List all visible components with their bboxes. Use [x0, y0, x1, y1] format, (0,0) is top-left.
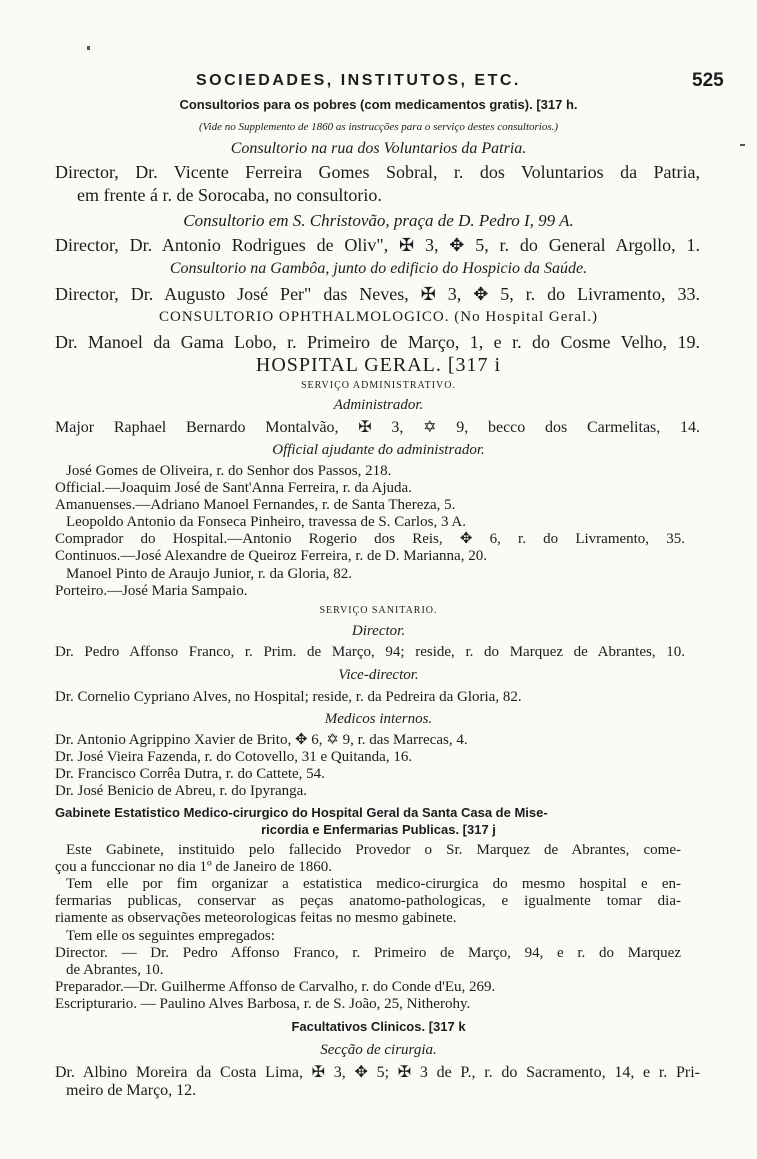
page-number: 525: [692, 70, 724, 91]
text-line: Dr. Cornelio Cypriano Alves, no Hospital; reside, r. da Pedreira da Gloria, 82.: [55, 689, 522, 705]
subheading: SERVIÇO ADMINISTRATIVO.: [301, 380, 456, 391]
text-line: Continuos.—José Alexandre de Queiroz Ferreira, r. de D. Marianna, 20.: [55, 548, 487, 564]
text-line: Official.—Joaquim José de Sant'Anna Ferreira, r. da Ajuda.: [55, 480, 412, 496]
text-line: Dr. José Vieira Fazenda, r. do Cotovello, 31 e Quitanda, 16.: [55, 749, 413, 765]
text-line: Dr. Manoel da Gama Lobo, r. Primeiro de Março, 1, e r. do Cosme Velho, 19.: [55, 332, 700, 352]
section-heading-gabinete: Gabinete Estatistico Medico-cirurgico do Hospital Geral da Santa Casa de Mise-: [55, 805, 548, 820]
text-line: Director, Dr. Vicente Ferreira Gomes Sobral, r. dos Voluntarios da Patria,: [55, 162, 700, 182]
subheading: CONSULTORIO OPHTHALMOLOGICO. (No Hospital Geral.): [159, 309, 598, 325]
subheading: Secção de cirurgia.: [320, 1042, 437, 1058]
text-line: Dr. Antonio Agrippino Xavier de Brito, ✥ 6, ✡ 9, r. das Marrecas, 4.: [55, 732, 468, 748]
text-line: riamente as observações meteorologicas feitas no mesmo gabinete.: [55, 910, 457, 926]
text-line: Tem elle por fim organizar a estatistica medico-cirurgica do mesmo hospital e en-: [66, 876, 681, 892]
text-line: Director, Dr. Augusto José Per" das Neves, ✠ 3, ✥ 5, r. do Livramento, 33.: [55, 284, 700, 304]
text-line: Amanuenses.—Adriano Manoel Fernandes, r. de Santa Thereza, 5.: [55, 497, 456, 513]
text-line: Dr. Pedro Affonso Franco, r. Prim. de Março, 94; reside, r. do Marquez de Abrantes, 10.: [55, 644, 685, 660]
note-line: (Vide no Supplemento de 1860 as instrucções para o serviço destes consultorios.): [198, 121, 559, 133]
section-heading-consultorios: Consultorios para os pobres (com medicamentos gratis). [317 h.: [179, 97, 578, 112]
subheading: Administrador.: [333, 397, 424, 413]
section-heading-gabinete-cont: ricordia e Enfermarias Publicas. [317 j: [261, 822, 496, 837]
section-heading-hospital: HOSPITAL GERAL. [317 i: [255, 354, 502, 376]
text-line: Comprador do Hospital.—Antonio Rogerio dos Reis, ✥ 6, r. do Livramento, 35.: [55, 531, 685, 547]
text-line: fermarias publicas, conservar as peças anatomo-pathologicas, e igualmente tomar dia-: [55, 893, 681, 909]
text-line: José Gomes de Oliveira, r. do Senhor dos Passos, 218.: [66, 463, 392, 479]
text-line: Manoel Pinto de Araujo Junior, r. da Gloria, 82.: [66, 566, 353, 582]
text-line: Director. — Dr. Pedro Affonso Franco, r. Primeiro de Março, 94, e r. do Marquez: [55, 945, 681, 961]
section-heading-facultativos: Facultativos Clinicos. [317 k: [291, 1019, 466, 1034]
subheading: SERVIÇO SANITARIO.: [319, 605, 438, 616]
page-speck: [87, 46, 90, 50]
text-line: çou a funccionar no dia 1º de Janeiro de 1860.: [55, 859, 333, 875]
text-line: em frente á r. de Sorocaba, no consultorio.: [77, 185, 382, 205]
text-line: Escripturario. — Paulino Alves Barbosa, r. de S. João, 25, Nitherohy.: [55, 996, 471, 1012]
text-line: meiro de Março, 12.: [66, 1082, 197, 1099]
text-line: Director, Dr. Antonio Rodrigues de Oliv", ✠ 3, ✥ 5, r. do General Argollo, 1.: [55, 235, 700, 255]
subheading: Consultorio na Gambôa, junto do edificio do Hospicio da Saúde.: [169, 260, 588, 277]
subheading: Consultorio na rua dos Voluntarios da Patria.: [230, 140, 527, 157]
subheading: Consultorio em S. Christovão, praça de D. Pedro I, 99 A.: [183, 211, 574, 230]
running-header: SOCIEDADES, INSTITUTOS, ETC.: [196, 72, 521, 89]
text-line: Este Gabinete, instituido pelo fallecido Provedor o Sr. Marquez de Abrantes, come-: [66, 842, 681, 858]
text-line: Preparador.—Dr. Guilherme Affonso de Carvalho, r. do Conde d'Eu, 269.: [55, 979, 496, 995]
text-line: Dr. Francisco Corrêa Dutra, r. do Cattete, 54.: [55, 766, 325, 782]
subheading: Director.: [351, 623, 406, 639]
subheading: Official ajudante do administrador.: [272, 442, 485, 458]
text-line: Leopoldo Antonio da Fonseca Pinheiro, travessa de S. Carlos, 3 A.: [66, 514, 466, 530]
text-line: Porteiro.—José Maria Sampaio.: [55, 583, 248, 599]
subheading: Medicos internos.: [324, 711, 433, 727]
text-line: Dr. Albino Moreira da Costa Lima, ✠ 3, ✥ 5; ✠ 3 de P., r. do Sacramento, 14, e r. Pri-: [55, 1064, 700, 1081]
subheading: Vice-director.: [338, 667, 419, 683]
text-line: Tem elle os seguintes empregados:: [66, 928, 275, 944]
text-line: de Abrantes, 10.: [66, 962, 164, 978]
text-line: Major Raphael Bernardo Montalvão, ✠ 3, ✡ 9, becco dos Carmelitas, 14.: [55, 419, 700, 436]
text-line: Dr. José Benicio de Abreu, r. do Ipyranga.: [55, 783, 308, 799]
